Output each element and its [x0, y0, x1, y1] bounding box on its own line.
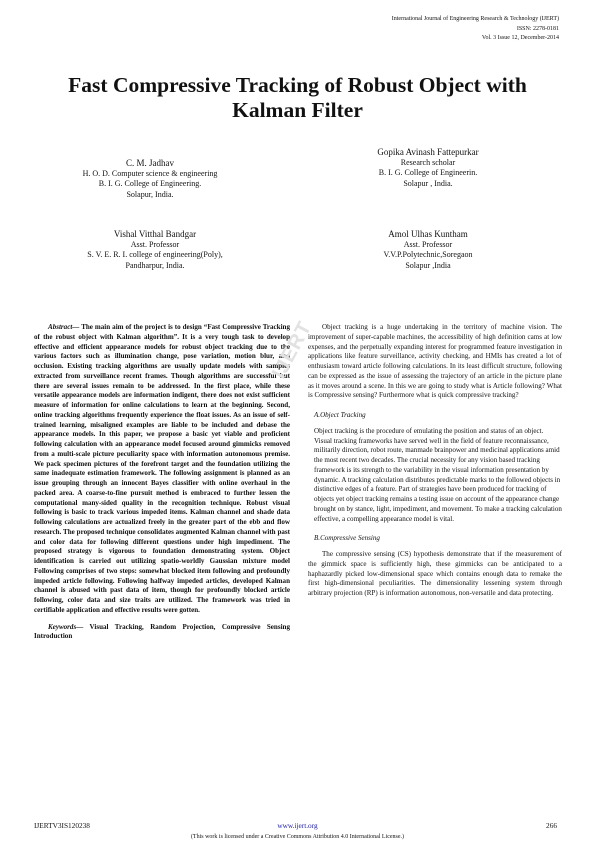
section-b-heading: B.Compressive Sensing — [314, 534, 380, 543]
journal-header — [392, 15, 559, 44]
keywords — [34, 623, 290, 643]
author-2 — [318, 146, 538, 189]
keywords-label: Keywords— — [48, 622, 84, 631]
author-affiliation: Solapur , India. — [403, 178, 453, 188]
license-note: (This work is licensed under a Creative Commons Attribution 4.0 International License.) — [190, 834, 405, 840]
author-1 — [40, 157, 260, 200]
author-affiliation: Solapur ,India — [405, 260, 451, 270]
right-column — [308, 323, 562, 599]
author-affiliation: Solapur, India. — [126, 189, 174, 199]
abstract-text: The main aim of the project is to design “Fast Compressive Tracking of the robust object with Kalman algorithm”. It is a very tough task to develop effective and efficient appearance models for robust object tracking due to the various factors such as illumination change, pose variation, motion blur, and occlusion. Existing tracking algorithms are usually update models with samples extracted from surveillance recent frames. Though algorithms are successful but there are several issues remain to be addressed. In the first place, while these versatile appearance models are information indigent, there does not exist sufficient measure of information for online calculations to learn at the beginning. Second, online tracking algorithms frequently experience the float issues. As an issue of self-trained learning, misaligned examples are liable to be included and debase the appearance models. In this paper, we propose a basic yet viable and proficient following calculation with an appearance model focused around gimmicks removed from a multi-scale picture peculiarity space with information autonomous premise. We pack specimen pictures of the forefront target and the foundation utilizing the same inadequate estimation framework. The following assignment is planned as an issue grouping through an innocent Bayes classifier with online overhaul in the packed area. A coarse-to-fine pursuit method is embraced to further lessen the computational many-sided quality in the recognition technique. Robust visual following is basic to track various impeded items. Kalman channel and shade data following calculations are actualized freely in the greater part of the ebb and flow research. The proposed technique consolidates augmented Kalman channel with past and color data for following different questions under high impediment. The proposed strategy is vigorous to foundation demonstrating system. Object identification is carried out utilizing spatio-worldly Gaussian mixture model Following comprises of two steps: somewhat blocked item following and profoundly impeded article following. Following halfway impeded articles, developed Kalman channel is abused with past data of item, though for profoundly blocked article following, color data and size traits are utilized. The framework was tried in certifiable application and effective results were gotten. — [34, 323, 290, 614]
paper-id: IJERTV3IS120238 — [34, 821, 90, 830]
abstract — [34, 323, 290, 616]
paper-title: Fast Compressive Tracking of Robust Object with Kalman Filter — [68, 73, 527, 122]
author-name: Vishal Vitthal Bandgar — [113, 229, 197, 239]
journal-url-link[interactable]: www.ijert.org — [277, 821, 318, 830]
author-affiliation: B. I. G. College of Engineerin. — [378, 168, 478, 178]
author-affiliation: H. O. D. Computer science & engineering — [82, 169, 218, 178]
page-number: 266 — [546, 821, 557, 830]
journal-name: International Journal of Engineering Research & Technology (IJERT) — [391, 16, 559, 22]
left-column — [34, 323, 290, 642]
author-affiliation: S. V. E. R. I. college of engineering(Poly), — [87, 250, 223, 260]
author-affiliation: B. I. G. College of Engineering. — [98, 179, 202, 189]
author-affiliation: Asst. Professor — [130, 240, 180, 249]
introduction-text: Object tracking is a huge undertaking in the territory of machine vision. The improvement of super-capable machines, the accessibility of high definition cams at low expenses, and the perpetually expanding interest for programmed feature investigation in applications like feature surveillance, activity checking, and HMIs has created a lot of enthusiasm toward article following calculations. In its least difficult structure, following can be expressed as the issue of assessing the trajectory of an article in the picture plane as it moves around a scene. In this we are going to study what is Article following? What is Compressive sensing? Furthermore what is quick compressive tracking? — [308, 323, 562, 400]
section-a-text: Object tracking is the procedure of emulating the position and status of an object. Visual tracking frameworks have served well in the field of feature reconnaissance, militarily direction, robot route, manmade brainpower and medicinal applications amid the most recent two decades. The crucial necessity for any vision based tracking framework is its strength to the variability in the visual information presentation by dynamic. A tracking calculation distributes predictable marks to the followed objects in distinctive edges of a feature. Part of strategies have been produced for tracking of objects yet object tracking remains a testing issue on account of the appearance change brought on by stance, light, impediment, and movement. To make a tracking calculation effective, a compelling appearance model is vital. — [314, 426, 562, 523]
author-affiliation: Asst. Professor — [403, 240, 453, 249]
section-a-heading: A.Object Tracking — [314, 411, 366, 419]
journal-issn: ISSN: 2278-0181 — [516, 25, 559, 32]
author-3 — [30, 228, 280, 271]
author-affiliation: Pandharpur, India. — [125, 260, 185, 270]
author-affiliation: V.V.P.Polytechnic,Soregaon — [383, 250, 473, 260]
author-4 — [318, 228, 538, 271]
author-affiliation: Research scholar — [400, 158, 456, 167]
author-name: Amol Ulhas Kuntham — [388, 229, 468, 239]
journal-volume: Vol. 3 Issue 12, December-2014 — [481, 35, 559, 41]
author-name: C. M. Jadhav — [126, 158, 174, 168]
watermark: IJERT — [268, 317, 317, 383]
author-name: Gopika Avinash Fattepurkar — [377, 147, 479, 157]
section-b-text: The compressive sensing (CS) hypothesis demonstrate that if the measurement of the gimmick space is sufficiently high, these gimmicks can be anticipated to a haphazardly picked low-dimensional space which contains enough data to remake the first high-dimensional peculiarities. The dimensionality lessening system through arbitrary projection (RP) is information autonomous, non-versatile and data protecting. — [308, 550, 562, 597]
keywords-text: Visual Tracking, Random Projection, Compressive Sensing Introduction — [34, 622, 290, 641]
abstract-label: Abstract— — [48, 323, 80, 331]
